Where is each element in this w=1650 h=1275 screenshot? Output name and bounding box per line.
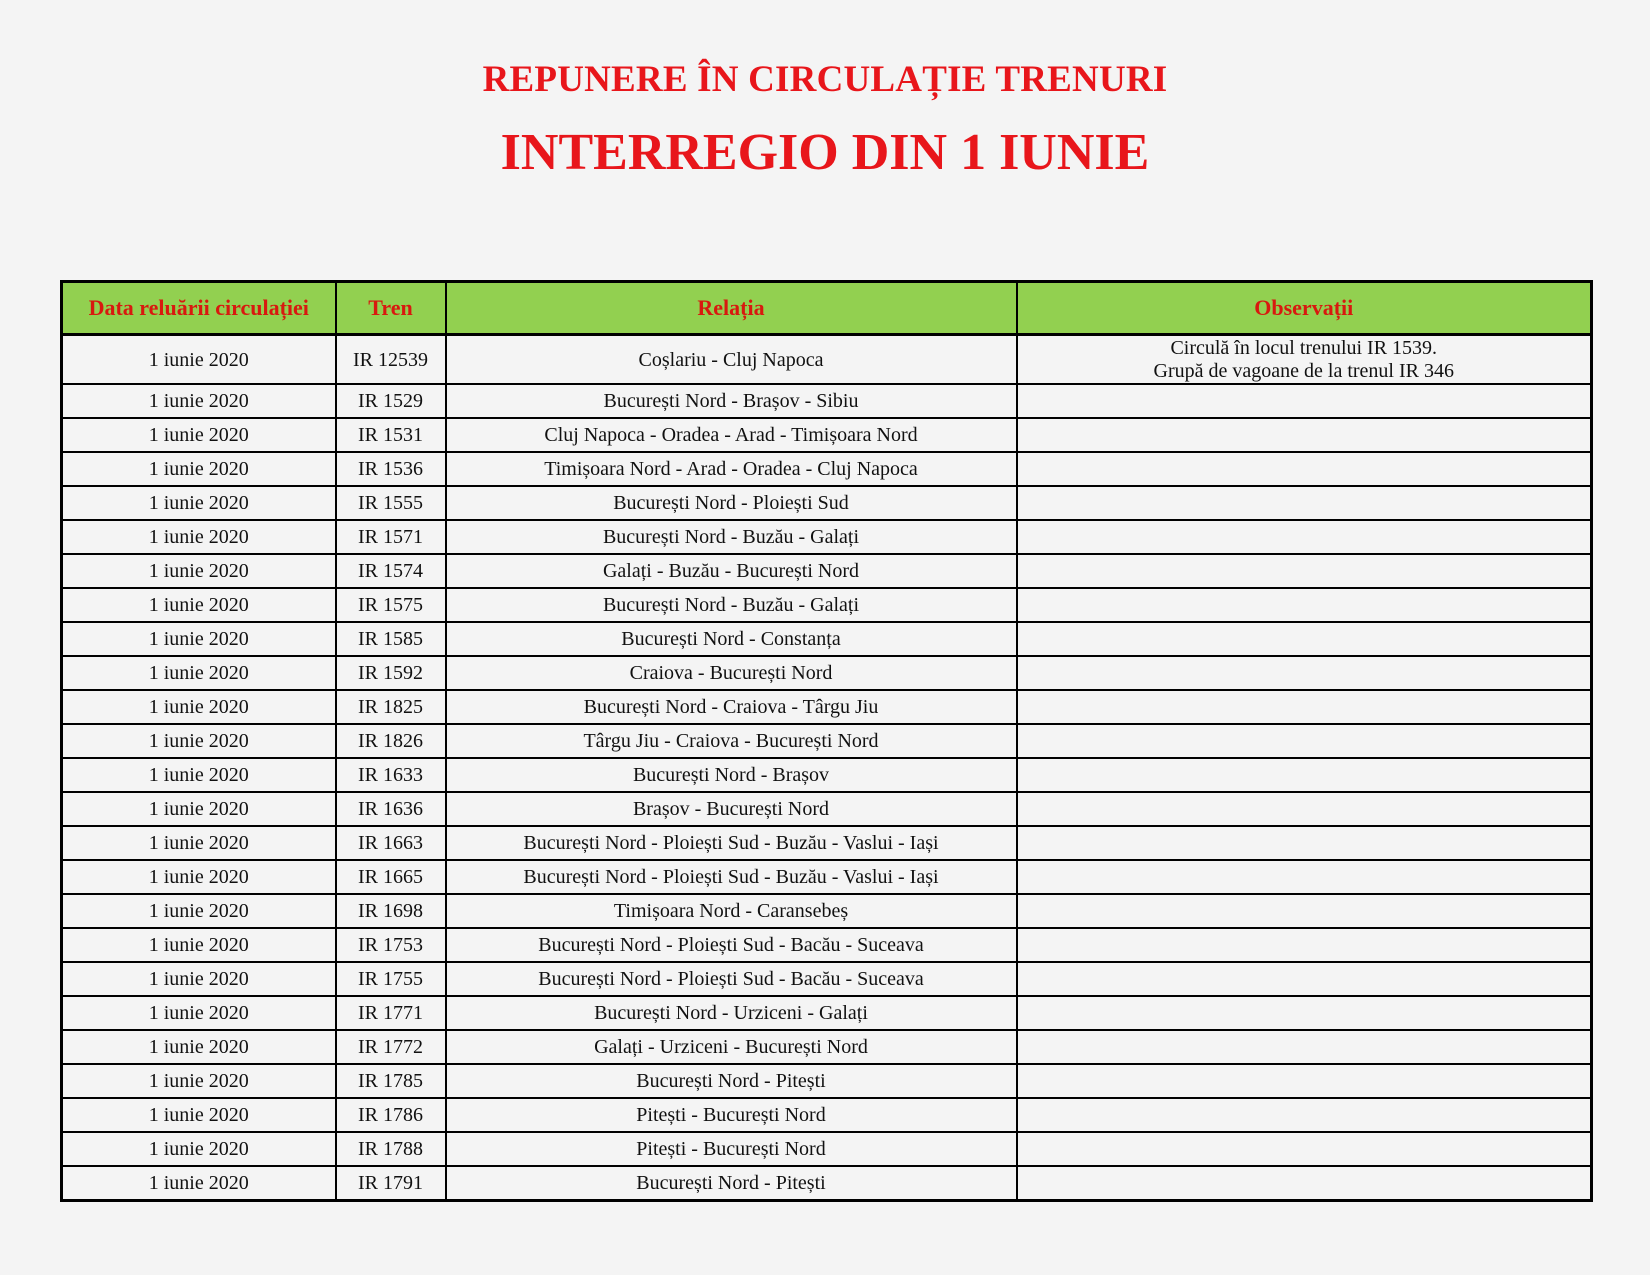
table-row — [62, 520, 1592, 554]
cell-route: București Nord - Ploiești Sud - Bacău - Suceava — [446, 928, 1017, 962]
cell-notes — [1017, 928, 1592, 962]
cell-date: 1 iunie 2020 — [62, 792, 336, 826]
cell-notes — [1017, 656, 1592, 690]
cell-route: Timișoara Nord - Arad - Oradea - Cluj Napoca — [446, 452, 1017, 486]
table-row — [62, 894, 1592, 928]
table-row — [62, 486, 1592, 520]
cell-date: 1 iunie 2020 — [62, 1166, 336, 1201]
table-row — [62, 588, 1592, 622]
cell-notes — [1017, 554, 1592, 588]
cell-notes — [1017, 996, 1592, 1030]
column-header-route: Relația — [446, 282, 1017, 335]
cell-date: 1 iunie 2020 — [62, 384, 336, 418]
cell-train: IR 1826 — [336, 724, 446, 758]
table-row — [62, 826, 1592, 860]
table-row — [62, 962, 1592, 996]
cell-route: Târgu Jiu - Craiova - București Nord — [446, 724, 1017, 758]
table-row — [62, 1064, 1592, 1098]
document-title-line-2: INTERREGIO DIN 1 IUNIE — [500, 124, 1150, 181]
cell-route: București Nord - Ploiești Sud - Buzău - Vaslui - Iași — [446, 860, 1017, 894]
cell-date: 1 iunie 2020 — [62, 1098, 336, 1132]
cell-train: IR 1555 — [336, 486, 446, 520]
table-row — [62, 996, 1592, 1030]
cell-notes — [1017, 860, 1592, 894]
cell-notes — [1017, 894, 1592, 928]
cell-train: IR 12539 — [336, 335, 446, 385]
cell-date: 1 iunie 2020 — [62, 690, 336, 724]
table-row — [62, 335, 1592, 385]
table-row — [62, 1030, 1592, 1064]
cell-train: IR 1585 — [336, 622, 446, 656]
cell-notes — [1017, 418, 1592, 452]
cell-notes — [1017, 962, 1592, 996]
table-row — [62, 656, 1592, 690]
cell-train: IR 1636 — [336, 792, 446, 826]
cell-notes — [1017, 588, 1592, 622]
cell-route: Coșlariu - Cluj Napoca — [446, 335, 1017, 385]
cell-date: 1 iunie 2020 — [62, 928, 336, 962]
cell-train: IR 1536 — [336, 452, 446, 486]
cell-train: IR 1698 — [336, 894, 446, 928]
cell-train: IR 1571 — [336, 520, 446, 554]
table-row — [62, 452, 1592, 486]
cell-notes — [1017, 1132, 1592, 1166]
cell-train: IR 1825 — [336, 690, 446, 724]
note-line: Grupă de vagoane de la trenul IR 346 — [1153, 359, 1454, 382]
cell-route: București Nord - Buzău - Galați — [446, 520, 1017, 554]
cell-route: București Nord - Pitești — [446, 1166, 1017, 1201]
cell-train: IR 1529 — [336, 384, 446, 418]
cell-notes — [1017, 622, 1592, 656]
cell-date: 1 iunie 2020 — [62, 996, 336, 1030]
cell-date: 1 iunie 2020 — [62, 418, 336, 452]
cell-train: IR 1788 — [336, 1132, 446, 1166]
table-row — [62, 1166, 1592, 1201]
table-row — [62, 1132, 1592, 1166]
cell-route: Pitești - București Nord — [446, 1098, 1017, 1132]
cell-notes — [1017, 335, 1592, 385]
cell-date: 1 iunie 2020 — [62, 1064, 336, 1098]
cell-notes — [1017, 1098, 1592, 1132]
cell-route: Timișoara Nord - Caransebeș — [446, 894, 1017, 928]
table-row — [62, 1098, 1592, 1132]
cell-route: București Nord - Constanța — [446, 622, 1017, 656]
cell-train: IR 1665 — [336, 860, 446, 894]
cell-route: Cluj Napoca - Oradea - Arad - Timișoara Nord — [446, 418, 1017, 452]
cell-date: 1 iunie 2020 — [62, 520, 336, 554]
cell-train: IR 1574 — [336, 554, 446, 588]
cell-notes — [1017, 724, 1592, 758]
cell-notes — [1017, 1166, 1592, 1201]
cell-date: 1 iunie 2020 — [62, 724, 336, 758]
cell-train: IR 1575 — [336, 588, 446, 622]
column-header-train: Tren — [336, 282, 446, 335]
cell-notes — [1017, 792, 1592, 826]
cell-route: București Nord - Ploiești Sud — [446, 486, 1017, 520]
cell-notes — [1017, 1030, 1592, 1064]
table-body — [62, 335, 1592, 1201]
cell-notes — [1017, 690, 1592, 724]
cell-date: 1 iunie 2020 — [62, 962, 336, 996]
cell-train: IR 1592 — [336, 656, 446, 690]
cell-route: București Nord - Ploiești Sud - Buzău - Vaslui - Iași — [446, 826, 1017, 860]
cell-date: 1 iunie 2020 — [62, 758, 336, 792]
cell-notes — [1017, 1064, 1592, 1098]
cell-route: Pitești - București Nord — [446, 1132, 1017, 1166]
cell-route: Craiova - București Nord — [446, 656, 1017, 690]
note-line: Circulă în locul trenului IR 1539. — [1170, 336, 1438, 359]
table-header-row — [62, 282, 1592, 335]
cell-route: Galați - Urziceni - București Nord — [446, 1030, 1017, 1064]
cell-train: IR 1786 — [336, 1098, 446, 1132]
cell-notes — [1017, 826, 1592, 860]
column-header-notes: Observații — [1017, 282, 1592, 335]
cell-train: IR 1771 — [336, 996, 446, 1030]
train-schedule-table — [60, 280, 1593, 1202]
table-row — [62, 860, 1592, 894]
cell-date: 1 iunie 2020 — [62, 860, 336, 894]
table-row — [62, 792, 1592, 826]
table-row — [62, 384, 1592, 418]
cell-train: IR 1753 — [336, 928, 446, 962]
table-row — [62, 622, 1592, 656]
cell-route: București Nord - Pitești — [446, 1064, 1017, 1098]
cell-date: 1 iunie 2020 — [62, 622, 336, 656]
cell-train: IR 1633 — [336, 758, 446, 792]
cell-date: 1 iunie 2020 — [62, 452, 336, 486]
document-title-line-1: REPUNERE ÎN CIRCULAȚIE TRENURI — [482, 59, 1168, 100]
table-row — [62, 928, 1592, 962]
cell-route: București Nord - Craiova - Târgu Jiu — [446, 690, 1017, 724]
cell-train: IR 1772 — [336, 1030, 446, 1064]
cell-notes — [1017, 384, 1592, 418]
cell-notes — [1017, 452, 1592, 486]
cell-route: Brașov - București Nord — [446, 792, 1017, 826]
cell-date: 1 iunie 2020 — [62, 335, 336, 385]
cell-date: 1 iunie 2020 — [62, 1132, 336, 1166]
cell-notes — [1017, 520, 1592, 554]
cell-date: 1 iunie 2020 — [62, 894, 336, 928]
cell-route: București Nord - Buzău - Galați — [446, 588, 1017, 622]
cell-date: 1 iunie 2020 — [62, 1030, 336, 1064]
cell-route: București Nord - Brașov — [446, 758, 1017, 792]
cell-train: IR 1791 — [336, 1166, 446, 1201]
cell-date: 1 iunie 2020 — [62, 826, 336, 860]
cell-date: 1 iunie 2020 — [62, 588, 336, 622]
table-row — [62, 758, 1592, 792]
cell-date: 1 iunie 2020 — [62, 554, 336, 588]
cell-date: 1 iunie 2020 — [62, 656, 336, 690]
table-row — [62, 690, 1592, 724]
cell-train: IR 1663 — [336, 826, 446, 860]
cell-notes — [1017, 758, 1592, 792]
cell-route: Galați - Buzău - București Nord — [446, 554, 1017, 588]
cell-train: IR 1755 — [336, 962, 446, 996]
cell-route: București Nord - Brașov - Sibiu — [446, 384, 1017, 418]
cell-notes — [1017, 486, 1592, 520]
table-row — [62, 724, 1592, 758]
column-header-date: Data reluării circulației — [62, 282, 336, 335]
cell-train: IR 1531 — [336, 418, 446, 452]
cell-train: IR 1785 — [336, 1064, 446, 1098]
cell-route: București Nord - Urziceni - Galați — [446, 996, 1017, 1030]
table-row — [62, 418, 1592, 452]
cell-date: 1 iunie 2020 — [62, 486, 336, 520]
table-row — [62, 554, 1592, 588]
cell-route: București Nord - Ploiești Sud - Bacău - Suceava — [446, 962, 1017, 996]
